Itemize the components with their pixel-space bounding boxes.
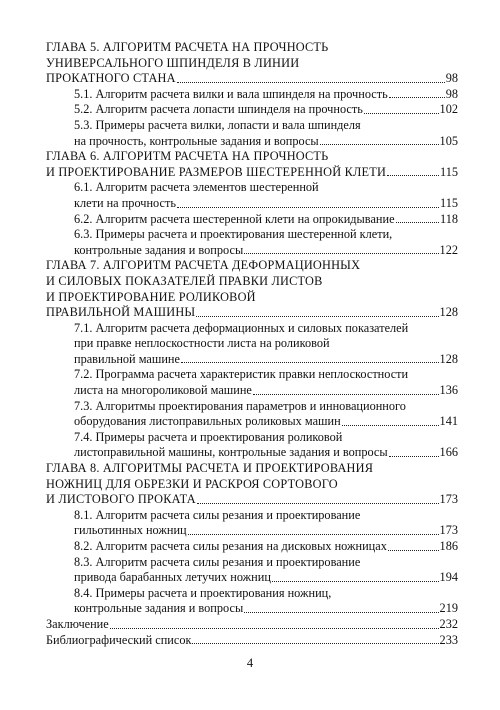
toc-entry-line [74,601,458,617]
toc-entry-title [74,180,458,211]
toc-entry-title [46,40,458,87]
toc-page-number: 98 [445,86,458,101]
toc-entry-title [46,633,458,649]
toc-leader-wrap [187,523,440,539]
toc-page-number: 136 [439,383,458,398]
toc-dot-leader [188,534,439,535]
toc-page-number: 233 [439,632,458,647]
toc-entry-text: привода барабанных летучих ножниц [74,570,271,585]
toc-entry-line [74,102,458,118]
toc-entry-text: ГЛАВА 8. АЛГОРИТМЫ РАСЧЕТА И ПРОЕКТИРОВАНИЯ [46,461,374,476]
toc-entry-line [46,477,458,493]
toc-dot-leader [388,550,439,551]
toc-page-number: 105 [439,133,458,148]
toc-page-number: 166 [439,445,458,460]
toc-entry-text: И ЛИСТОВОГО ПРОКАТА [46,492,196,507]
toc-dot-leader [320,144,439,145]
toc-section-entry [46,227,458,258]
toc-entry-text: НОЖНИЦ ДЛЯ ОБРЕЗКИ И РАСКРОЯ СОРТОВОГО [46,476,338,491]
toc-section-entry [46,508,458,539]
toc-entry-text: 6.2. Алгоритм расчета шестеренной клети на опрокидывание [74,211,395,226]
toc-dot-leader [177,82,445,83]
toc-chapter-entry [46,258,458,320]
toc-section-entry [46,399,458,430]
toc-entry-text: УНИВЕРСАЛЬНОГО ШПИНДЕЛЯ В ЛИНИИ [46,55,300,70]
toc-entry-title [74,212,458,228]
toc-dot-leader [197,503,439,504]
toc-leader-wrap [341,414,440,430]
toc-entry-line [46,617,458,633]
toc-entry-text: 7.3. Алгоритмы проектирования параметров и инновационного [74,398,406,413]
toc-dot-leader [342,425,439,426]
page-number: 4 [246,656,254,670]
toc-entry-text: на прочность, контрольные задания и вопросы [74,133,319,148]
toc-dot-leader [244,612,438,613]
toc-entry-line [74,243,458,259]
toc-entry-line [46,258,458,274]
toc-entry-text: 7.1. Алгоритм расчета деформационных и силовых показателей [74,320,409,335]
toc-entry-text: оборудования листоправильных роликовых машин [74,414,341,429]
toc-entry-text: Библиографический список [46,632,192,647]
toc-entry-text: контрольные задания и вопросы [74,242,244,257]
toc-page-number: 219 [439,601,458,616]
toc-entry-text: ГЛАВА 5. АЛГОРИТМ РАСЧЕТА НА ПРОЧНОСТЬ [46,40,329,54]
toc-entry-line [74,336,458,352]
toc-page-number: 115 [440,195,458,210]
table-of-contents [46,40,458,648]
toc-chapter-entry [46,461,458,508]
toc-entry-line [46,290,458,306]
toc-entry-line [46,56,458,72]
toc-section-entry [46,118,458,149]
toc-dot-leader [192,643,438,644]
toc-section-entry [46,87,458,103]
toc-page-number: 141 [439,414,458,429]
toc-entry-title [46,149,458,180]
toc-entry-text: листоправильной машины, контрольные задания и вопросы [74,445,388,460]
toc-entry-title [74,430,458,461]
toc-entry-text: клети на прочность [74,195,176,210]
toc-page-number: 128 [439,305,458,320]
toc-section-entry [46,212,458,228]
toc-entry-text: ПРОКАТНОГО СТАНА [46,71,176,86]
toc-entry-line [74,87,458,103]
toc-entry-line [74,134,458,150]
toc-entry-line [74,430,458,446]
toc-section-entry [46,555,458,586]
toc-entry-line [74,445,458,461]
toc-page-number: 118 [440,211,458,226]
toc-entry-line [46,492,458,508]
toc-entry [46,617,458,633]
toc-leader-wrap [191,633,439,649]
toc-entry-text: И СИЛОВЫХ ПОКАЗАТЕЛЕЙ ПРАВКИ ЛИСТОВ [46,273,323,288]
toc-entry-text: листа на многороликовой машине [74,383,252,398]
toc-section-entry [46,367,458,398]
toc-entry-line [74,180,458,196]
toc-entry-title [74,118,458,149]
toc-entry-title [74,586,458,617]
toc-entry [46,633,458,649]
toc-entry-text: 5.3. Примеры расчета вилки, лопасти и вала шпинделя [74,117,361,132]
toc-entry-line [74,383,458,399]
toc-dot-leader [244,253,438,254]
toc-page-number: 173 [439,492,458,507]
toc-leader-wrap [176,71,446,87]
toc-entry-text: Заключение [46,616,109,631]
toc-entry-line [74,508,458,524]
toc-dot-leader [389,97,445,98]
toc-dot-leader [110,628,439,629]
toc-page-number: 102 [439,102,458,117]
toc-entry-title [74,87,458,103]
toc-entry-line [74,539,458,555]
toc-section-entry [46,430,458,461]
toc-leader-wrap [243,243,439,259]
toc-entry-title [46,461,458,508]
toc-entry-text: ГЛАВА 6. АЛГОРИТМ РАСЧЕТА НА ПРОЧНОСТЬ [46,149,329,164]
toc-dot-leader [196,316,438,317]
toc-leader-wrap [388,445,440,461]
toc-leader-wrap [387,539,440,555]
toc-dot-leader [389,456,439,457]
toc-entry-text: И ПРОЕКТИРОВАНИЕ РОЛИКОВОЙ [46,289,256,304]
toc-page-number: 173 [439,523,458,538]
toc-dot-leader [177,207,439,208]
toc-entry-line [74,352,458,368]
toc-entry-text: 8.4. Примеры расчета и проектирования ножниц, [74,585,332,600]
toc-page-number: 194 [439,570,458,585]
toc-entry-line [74,586,458,602]
toc-section-entry [46,321,458,368]
toc-leader-wrap [386,165,440,181]
toc-page-number: 98 [445,71,458,86]
toc-leader-wrap [363,102,440,118]
toc-entry-text: 5.2. Алгоритм расчета лопасти шпинделя на прочность [74,102,363,117]
toc-dot-leader [387,175,439,176]
toc-dot-leader [364,113,439,114]
toc-entry-line [46,274,458,290]
toc-entry-line [74,523,458,539]
toc-entry-line [74,212,458,228]
toc-leader-wrap [109,617,440,633]
toc-entry-title [74,399,458,430]
toc-entry-line [46,71,458,87]
toc-dot-leader [253,394,439,395]
toc-leader-wrap [395,212,440,228]
toc-entry-title [74,227,458,258]
toc-entry-title [74,555,458,586]
toc-entry-text: 6.1. Алгоритм расчета элементов шестеренной [74,180,319,195]
toc-entry-text: гильотинных ножниц [74,523,187,538]
toc-entry-text: 6.3. Примеры расчета и проектирования шестеренной клети, [74,227,393,242]
toc-entry-title [74,321,458,368]
toc-entry-line [74,399,458,415]
toc-dot-leader [272,581,439,582]
toc-entry-text: 7.2. Программа расчета характеристик правки неплоскостности [74,367,409,382]
toc-entry-text: 5.1. Алгоритм расчета вилки и вала шпинделя на прочность [74,86,388,101]
toc-page-number: 128 [439,351,458,366]
toc-chapter-entry [46,40,458,87]
toc-page-number: 232 [439,616,458,631]
toc-leader-wrap [176,196,440,212]
toc-entry-line [46,461,458,477]
toc-entry-text: И ПРОЕКТИРОВАНИЕ РАЗМЕРОВ ШЕСТЕРЕННОЙ КЛЕТИ [46,164,387,179]
toc-page-number: 122 [439,242,458,257]
toc-entry-text: при правке неплоскостности листа на роликовой [74,336,330,351]
toc-entry-line [74,118,458,134]
toc-entry-title [46,258,458,320]
toc-entry-title [74,102,458,118]
toc-entry-text: ПРАВИЛЬНОЙ МАШИНЫ [46,305,196,320]
toc-entry-text: 7.4. Примеры расчета и проектирования роликовой [74,429,343,444]
toc-leader-wrap [180,352,440,368]
toc-entry-line [46,165,458,181]
toc-entry-line [74,555,458,571]
toc-leader-wrap [196,492,440,508]
toc-dot-leader [181,362,439,363]
toc-entry-line [46,149,458,165]
toc-entry-line [74,367,458,383]
toc-entry-line [46,633,458,649]
toc-leader-wrap [319,134,440,150]
toc-dot-leader [396,222,439,223]
toc-section-entry [46,586,458,617]
toc-entry-text: 8.2. Алгоритм расчета силы резания на дисковых ножницах [74,539,387,553]
toc-entry-text: 8.1. Алгоритм расчета силы резания и проектирование [74,507,361,522]
toc-section-entry [46,102,458,118]
toc-entry-text: контрольные задания и вопросы [74,601,244,616]
toc-leader-wrap [195,305,439,321]
toc-chapter-entry [46,149,458,180]
toc-entry-line [74,570,458,586]
toc-section-entry [46,180,458,211]
toc-page-number: 115 [440,164,458,179]
toc-entry-title [74,508,458,539]
toc-entry-text: ГЛАВА 7. АЛГОРИТМ РАСЧЕТА ДЕФОРМАЦИОННЫХ [46,258,361,273]
toc-entry-title [74,367,458,398]
toc-entry-line [74,196,458,212]
toc-entry-line [46,40,458,56]
toc-entry-line [74,227,458,243]
toc-entry-line [74,321,458,337]
toc-entry-title [46,617,458,633]
toc-entry-text: 8.3. Алгоритм расчета силы резания и проектирование [74,554,361,569]
toc-leader-wrap [271,570,440,586]
toc-leader-wrap [388,87,446,103]
toc-entry-text: правильной машине [74,351,180,366]
toc-entry-line [46,305,458,321]
toc-page-number: 186 [439,539,458,553]
toc-leader-wrap [243,601,439,617]
toc-entry-title [74,539,458,555]
toc-entry-line [74,414,458,430]
toc-section-entry [46,539,458,555]
toc-leader-wrap [252,383,440,399]
